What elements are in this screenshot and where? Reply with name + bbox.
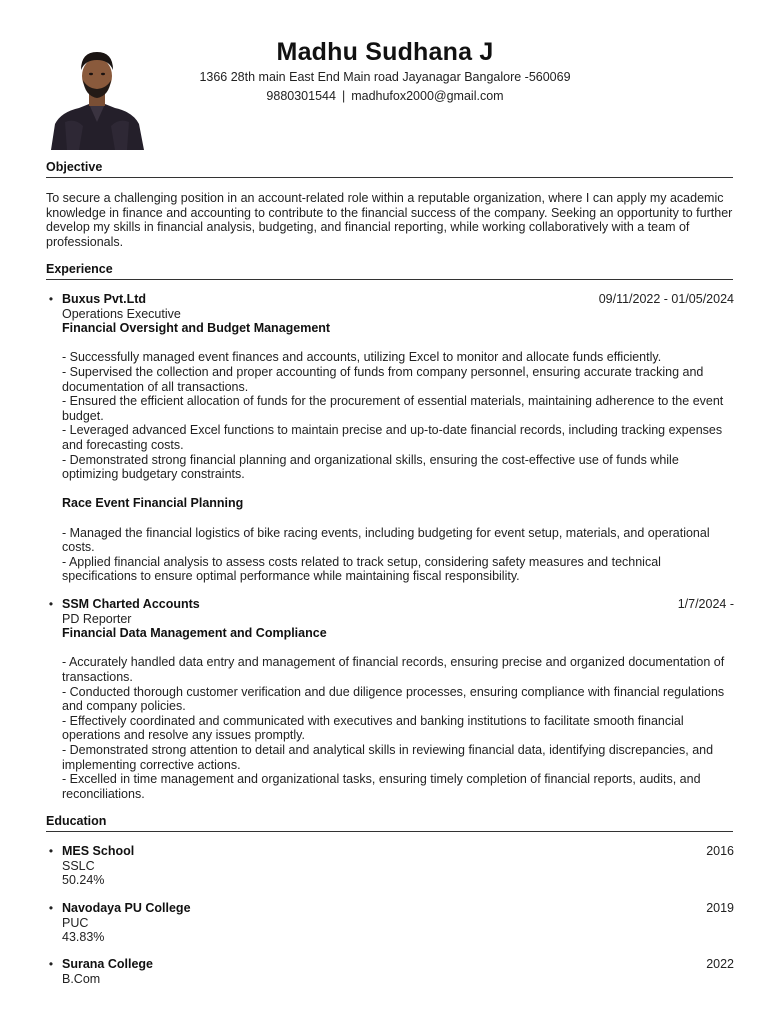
education-entry <box>46 844 734 888</box>
contact-line <box>150 89 620 103</box>
entry-header <box>46 901 734 916</box>
bullet-icon: • <box>48 292 54 306</box>
project-description: - Successfully managed event finances and accounts, utilizing Excel to monitor and allocate funds efficiently. - Supervised the collection and proper accounting of funds from company personnel, ensuring accurate tracking and documentation of all transactions. - Ensured the efficient allocation of funds for the procurement of essential materials, maintaining adherence to the event budget. - Leveraged advanced Excel functions to maintain precise and up-to-date financial records, including tracking expenses and forecasting costs. - Demonstrated strong financial planning and organizational skills, ensuring the cost-effective use of funds while optimizing budgetary constraints. <box>62 350 724 482</box>
project-title: Financial Data Management and Compliance <box>62 626 327 641</box>
candidate-address: 1366 28th main East End Main road Jayanagar Bangalore -560069 <box>199 70 571 84</box>
company-name: Buxus Pvt.Ltd <box>62 292 147 306</box>
school-name: Surana College <box>62 957 153 971</box>
school-name: MES School <box>62 844 135 858</box>
section-title-objective: Objective <box>46 160 733 178</box>
entry-header <box>46 957 734 972</box>
section-title-experience: Experience <box>46 262 733 280</box>
bullet-icon: • <box>48 901 54 915</box>
experience-entry <box>46 597 734 801</box>
degree-name: SSLC <box>62 858 95 873</box>
entry-header <box>46 292 734 307</box>
entry-header <box>46 844 734 859</box>
graduation-year: 2019 <box>706 901 734 915</box>
contact-separator: | <box>341 89 346 103</box>
profile-photo <box>45 42 149 150</box>
experience-entry <box>46 292 734 584</box>
degree-name: PUC <box>62 915 89 930</box>
project-description: - Accurately handled data entry and management of financial records, ensuring precise and organized documentation of transactions. - Conducted thorough customer verification and due diligence processes, ensuring compliance with financial regulations and company policies. - Effectively coordinated and communicated with executives and banking institutions to facilitate smooth financial operations and resolve any issues promptly. - Demonstrated strong attention to detail and analytical skills in reviewing financial data, identifying discrepancies, and implementing corrective actions. - Excelled in time management and organizational tasks, ensuring timely completion of financial reports, audits, and reconciliations. <box>62 655 725 801</box>
entry-header <box>46 597 734 612</box>
phone-number: 9880301544 <box>266 89 336 103</box>
employment-dates: 1/7/2024 - <box>677 597 734 611</box>
degree-name: B.Com <box>62 971 101 986</box>
bullet-icon: • <box>48 957 54 971</box>
bullet-icon: • <box>48 597 54 611</box>
job-role: PD Reporter <box>62 611 132 626</box>
job-role: Operations Executive <box>62 306 181 321</box>
graduation-year: 2022 <box>706 957 734 971</box>
degree-score: 43.83% <box>62 930 105 945</box>
graduation-year: 2016 <box>706 844 734 858</box>
school-name: Navodaya PU College <box>62 901 191 915</box>
candidate-name: Madhu Sudhana J <box>276 38 494 66</box>
email-address: madhufox2000@gmail.com <box>351 89 504 103</box>
objective-text: To secure a challenging position in an account-related role within a reputable organization, where I can apply my academic knowledge in finance and accounting to contribute to the financial success of the company. Seeking an opportunity to further develop my skills in financial analysis, budgeting, and financial reporting, while working collaboratively with a team of professionals. <box>46 191 733 249</box>
project-title: Race Event Financial Planning <box>62 496 244 511</box>
education-entry <box>46 957 734 986</box>
project-description: - Managed the financial logistics of bike racing events, including budgeting for event setup, materials, and operational costs. - Applied financial analysis to assess costs related to track setup, considering safety measures and technical specifications to ensure optimal performance while maintaining fiscal responsibility. <box>62 525 710 584</box>
degree-score: 50.24% <box>62 873 105 888</box>
company-name: SSM Charted Accounts <box>62 597 200 611</box>
section-title-education: Education <box>46 814 733 832</box>
bullet-icon: • <box>48 844 54 858</box>
education-entry <box>46 901 734 945</box>
project-title: Financial Oversight and Budget Management <box>62 321 331 336</box>
employment-dates: 09/11/2022 - 01/05/2024 <box>598 292 734 306</box>
